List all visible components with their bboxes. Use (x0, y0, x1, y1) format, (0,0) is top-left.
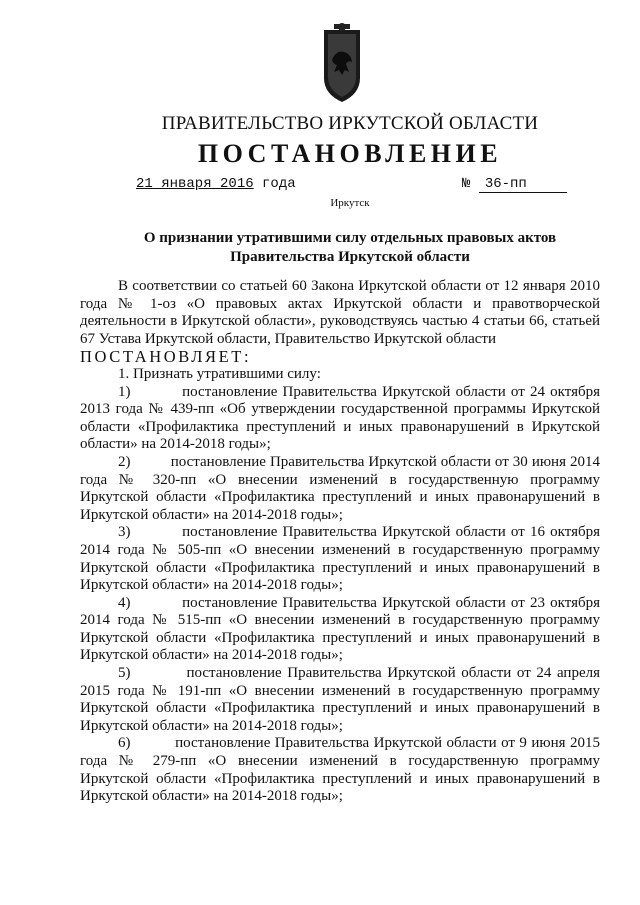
item-text: постановление Правительства Иркутской области от 16 октября 2014 года № 505-пп «О внесении изменений в государственную программу Иркутской области «Профилактика преступлений и иных правонарушений в Иркутской области» на 2014-2018 годы»; (80, 524, 600, 594)
title-line-2: Правительства Иркутской области (230, 249, 470, 265)
clause-1: 1. Признать утратившими силу: (118, 365, 321, 382)
item-number: 6) (118, 735, 131, 752)
document-body (80, 278, 600, 806)
item-text: постановление Правительства Иркутской области от 30 июня 2014 года № 320-пп «О внесении изменений в государственную программу Иркутской области «Профилактика преступлений и иных правонарушений в Иркутской области» на 2014-2018 годы»; (80, 453, 600, 523)
item-number: 5) (118, 665, 131, 682)
list-item (80, 735, 600, 805)
document-date (136, 176, 296, 192)
item-number: 4) (118, 594, 131, 611)
preamble-paragraph: В соответствии со статьей 60 Закона Иркутской области от 12 января 2010 года № 1-оз «О правовых актах Иркутской области и правотворческой деятельности в Иркутской области», руководствуясь частью 4 статьи 66, статьей 67 Устава Иркутской области, Правительство Иркутской области (80, 278, 600, 347)
list-item (80, 454, 600, 524)
resolves-word: ПОСТАНОВЛЯЕТ: (80, 347, 252, 367)
item-number: 1) (118, 383, 131, 400)
document-type-heading: ПОСТАНОВЛЕНИЕ (197, 139, 503, 168)
government-heading: ПРАВИТЕЛЬСТВО ИРКУТСКОЙ ОБЛАСТИ (161, 113, 539, 134)
list-item (80, 384, 600, 454)
number-label: № (462, 176, 471, 192)
date-value: 21 января 2016 (136, 176, 254, 192)
item-number: 3) (118, 524, 131, 541)
item-text: постановление Правительства Иркутской области от 24 октября 2013 года № 439-пп «Об утверждении государственной программы Иркутской области «Профилактика преступлений и иных правонарушений в Иркутской области» на 2014-2018 годы»; (80, 383, 600, 453)
item-text: постановление Правительства Иркутской области от 9 июня 2015 года № 279-пп «О внесении изменений в государственную программу Иркутской области «Профилактика преступлений и иных правонарушений в Иркутской области» на 2014-2018 годы»; (80, 735, 600, 805)
list-item (80, 524, 600, 594)
item-number: 2) (118, 453, 131, 470)
number-value: 36-пп (479, 176, 567, 193)
document-title (80, 229, 620, 267)
item-text: постановление Правительства Иркутской области от 23 октября 2014 года № 515-пп «О внесении изменений в государственную программу Иркутской области «Профилактика преступлений и иных правонарушений в Иркутской области» на 2014-2018 годы»; (80, 594, 600, 664)
list-item (80, 595, 600, 665)
document-number (462, 176, 567, 193)
city-label: Иркутск (330, 197, 370, 209)
title-line-1: О признании утратившими силу отдельных правовых актов (143, 230, 557, 246)
irkutsk-coat-of-arms-icon (318, 20, 366, 105)
list-item (80, 665, 600, 735)
item-text: постановление Правительства Иркутской области от 24 апреля 2015 года № 191-пп «О внесении изменений в государственную программу Иркутской области «Профилактика преступлений и иных правонарушений в Иркутской области» на 2014-2018 годы»; (80, 665, 600, 734)
date-suffix: года (262, 176, 296, 192)
